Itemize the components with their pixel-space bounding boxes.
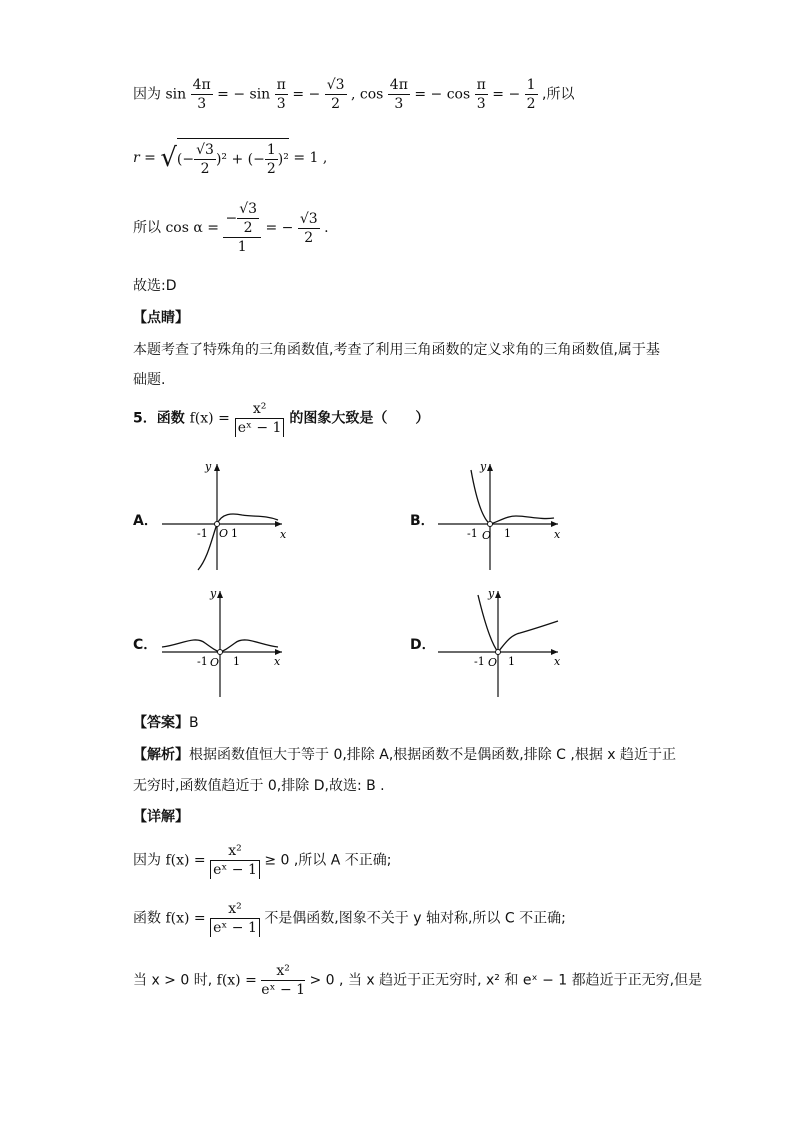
den: 3	[476, 96, 486, 112]
prefix: 因为	[133, 852, 161, 869]
sin-label: sin	[165, 86, 187, 103]
q-tail: 的图象大致是（ ）	[289, 410, 430, 427]
num: √3	[299, 210, 318, 227]
option-d-label: D．	[410, 637, 436, 653]
detail-line-1	[133, 842, 392, 879]
tick-1: 1	[231, 527, 238, 540]
x-arrow	[275, 521, 282, 527]
y-label: y	[210, 587, 217, 600]
curve	[478, 595, 558, 652]
line-cos-alpha	[133, 200, 329, 256]
num: 1	[266, 142, 276, 158]
den: 1	[237, 239, 247, 255]
num: √3	[239, 201, 258, 217]
num: x²	[210, 842, 260, 861]
eq-minus-cos: = − cos	[414, 86, 471, 103]
jiexi-line-1	[133, 744, 676, 764]
frac-sqrt3-2	[298, 210, 320, 247]
frac-pi-3	[275, 76, 288, 113]
origin-label: O	[210, 656, 220, 669]
y-arrow	[487, 464, 493, 471]
den: 2	[266, 161, 276, 177]
fx: f(x) =	[165, 852, 206, 869]
den: eˣ − 1	[261, 982, 306, 998]
prefix: 当 x > 0 时,	[133, 972, 213, 989]
num: x²	[210, 900, 260, 919]
origin-label: O	[488, 656, 498, 669]
den: eˣ − 1	[210, 919, 260, 937]
graph-d	[436, 585, 566, 700]
y-arrow	[214, 464, 220, 471]
inner-frac	[237, 200, 259, 237]
xiangjie-heading: 【详解】	[133, 809, 189, 825]
y-label: y	[488, 587, 495, 600]
option-b-label: B．	[410, 513, 435, 529]
y-arrow	[217, 591, 223, 598]
den: 3	[276, 96, 286, 112]
jiexi-text-1: 根据函数值恒大于等于 0,排除 A,根据函数不是偶函数,排除 C ,根据 x 趋近于正	[189, 747, 677, 763]
eq: =	[207, 220, 219, 236]
q-number: 5．函数	[133, 410, 185, 427]
line-sin-cos	[133, 76, 575, 113]
sqrt-sign: √	[160, 143, 177, 173]
frac	[261, 962, 305, 999]
cos-alpha: cos α	[165, 220, 203, 236]
x-label: x	[554, 655, 561, 668]
eq-minus-sin: = − sin	[217, 86, 271, 103]
num: x²	[261, 962, 305, 981]
den: 2	[304, 229, 314, 246]
num: − $\frac{√3}{2}$	[223, 200, 261, 238]
tick-neg1: -1	[467, 527, 478, 540]
eq-minus-b: = −	[492, 86, 521, 103]
q-frac	[235, 400, 285, 437]
num: 4π	[192, 77, 211, 93]
comma: ,	[350, 86, 356, 103]
tick-1: 1	[508, 655, 515, 668]
question-5	[133, 400, 429, 437]
tail: ≥ 0 ,所以 A 不正确;	[264, 852, 392, 869]
eq-minus: = −	[265, 220, 294, 236]
eq-tail: = 1 ,	[293, 150, 328, 166]
dianjing-body-1: 本题考查了特殊角的三角函数值,考查了利用三角函数的定义求角的三角函数值,属于基	[133, 342, 660, 358]
cos-label: cos	[359, 86, 384, 103]
origin-dot	[218, 650, 223, 655]
dianjing-body-2: 础题.	[133, 372, 166, 388]
frac-sqrt3-2	[325, 76, 347, 113]
x-arrow	[551, 521, 558, 527]
den: 3	[394, 96, 404, 112]
num: π	[476, 77, 486, 93]
num: 1	[526, 77, 536, 93]
frac	[210, 900, 260, 937]
frac-1-2	[525, 76, 538, 113]
num: √3	[196, 142, 214, 158]
tick-neg1: -1	[474, 655, 485, 668]
origin-dot	[488, 522, 493, 527]
den: eˣ − 1	[235, 419, 285, 437]
frac	[210, 842, 260, 879]
compound-frac	[223, 200, 261, 256]
frac-4pi-3	[191, 76, 213, 113]
x-label: x	[280, 528, 287, 541]
eq-minus: = −	[292, 86, 321, 103]
eq: =	[144, 150, 156, 166]
period: .	[324, 220, 329, 236]
dianjing-heading: 【点睛】	[133, 310, 189, 326]
frac-sqrt3-2	[194, 141, 216, 178]
detail-line-2	[133, 900, 566, 937]
option-a-label: A．	[133, 513, 158, 529]
radicand: (− $\frac{√3}{2}$ )² + (− $\frac{1}{2}$ )²	[177, 138, 289, 178]
curve	[198, 514, 278, 570]
den: 2	[200, 161, 210, 177]
frac-4pi-3b	[388, 76, 410, 113]
graph-c	[160, 585, 290, 700]
y-label: y	[205, 460, 212, 473]
y-label: y	[480, 460, 487, 473]
text-prefix: 因为	[133, 86, 161, 103]
jiexi-line-2: 无穷时,函数值趋近于 0,排除 D,故选: B .	[133, 778, 385, 794]
fx: f(x) =	[165, 910, 206, 927]
x-label: x	[554, 528, 561, 541]
tail: 不是偶函数,图象不关于 y 轴对称,所以 C 不正确;	[264, 910, 566, 927]
x-label: x	[274, 655, 281, 668]
jiexi-heading: 【解析】	[133, 747, 189, 763]
den: 2	[331, 96, 341, 112]
den: 3	[197, 96, 207, 112]
den: 2	[243, 220, 253, 236]
choose-line: 故选:D	[133, 278, 177, 294]
tick-neg1: -1	[197, 655, 208, 668]
prefix: 函数	[133, 910, 161, 927]
tick-1: 1	[233, 655, 240, 668]
den: eˣ − 1	[210, 861, 260, 879]
origin-label: O	[219, 527, 229, 540]
detail-line-3	[133, 962, 702, 999]
tick-1: 1	[504, 527, 511, 540]
origin-dot	[496, 650, 501, 655]
frac-pi-3b	[475, 76, 488, 113]
text-prefix: 所以	[133, 220, 161, 236]
graph-a	[160, 458, 290, 573]
num: 4π	[389, 77, 408, 93]
fx: f(x) =	[216, 972, 257, 989]
answer-heading: 【答案】	[133, 715, 189, 731]
origin-dot	[215, 522, 220, 527]
tick-neg1: -1	[197, 527, 208, 540]
den: 2	[526, 96, 536, 112]
num: π	[276, 77, 286, 93]
tail: > 0 , 当 x 趋近于正无穷时, x² 和 eˣ − 1 都趋近于正无穷,但是	[309, 972, 703, 989]
y-arrow	[495, 591, 501, 598]
answer-line	[133, 712, 199, 732]
num: x²	[235, 400, 285, 419]
line-r	[133, 138, 327, 178]
r-var: r	[133, 150, 140, 166]
text-suffix: ,所以	[542, 86, 575, 103]
origin-label: O	[482, 529, 492, 542]
option-c-label: C．	[133, 637, 158, 653]
frac-1-2	[265, 141, 278, 178]
graph-b	[436, 458, 566, 573]
curve	[471, 470, 554, 524]
fx: f(x) =	[189, 410, 230, 427]
num: √3	[326, 77, 345, 93]
answer-value: B	[189, 715, 199, 731]
